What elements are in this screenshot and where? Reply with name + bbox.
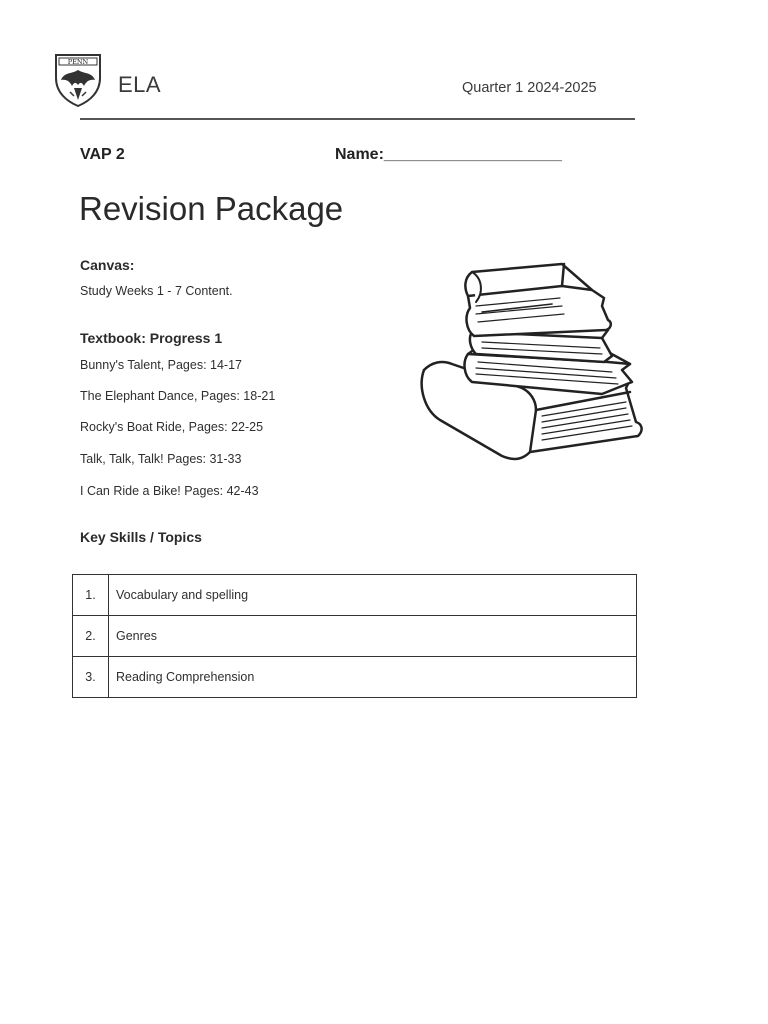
textbook-item: I Can Ride a Bike! Pages: 42-43	[80, 484, 259, 498]
row-topic: Reading Comprehension	[109, 657, 637, 698]
row-number: 2.	[73, 616, 109, 657]
textbook-item: Bunny's Talent, Pages: 14-17	[80, 358, 242, 372]
row-topic: Genres	[109, 616, 637, 657]
canvas-line: Study Weeks 1 - 7 Content.	[80, 284, 233, 298]
textbook-item: Rocky's Boat Ride, Pages: 22-25	[80, 420, 264, 434]
key-skills-heading: Key Skills / Topics	[80, 529, 202, 545]
header-divider	[80, 118, 635, 120]
textbook-item: Talk, Talk, Talk! Pages: 31-33	[80, 452, 242, 466]
row-number: 3.	[73, 657, 109, 698]
row-topic: Vocabulary and spelling	[109, 575, 637, 616]
book-stack-illustration	[412, 258, 644, 464]
svg-text:PENN: PENN	[67, 58, 89, 66]
row-number: 1.	[73, 575, 109, 616]
table-row	[73, 575, 637, 616]
quarter-label: Quarter 1 2024-2025	[462, 80, 597, 96]
textbook-heading: Textbook: Progress 1	[80, 330, 223, 346]
key-skills-table	[72, 574, 637, 698]
class-label: VAP 2	[80, 146, 125, 163]
canvas-heading: Canvas:	[80, 257, 135, 273]
name-field: Name:____________________	[335, 146, 562, 163]
school-crest-logo	[52, 52, 104, 108]
page-title: Revision Package	[79, 190, 344, 227]
table-row	[73, 616, 637, 657]
table-row	[73, 657, 637, 698]
subject-title: ELA	[118, 72, 162, 97]
textbook-item: The Elephant Dance, Pages: 18-21	[80, 389, 276, 403]
